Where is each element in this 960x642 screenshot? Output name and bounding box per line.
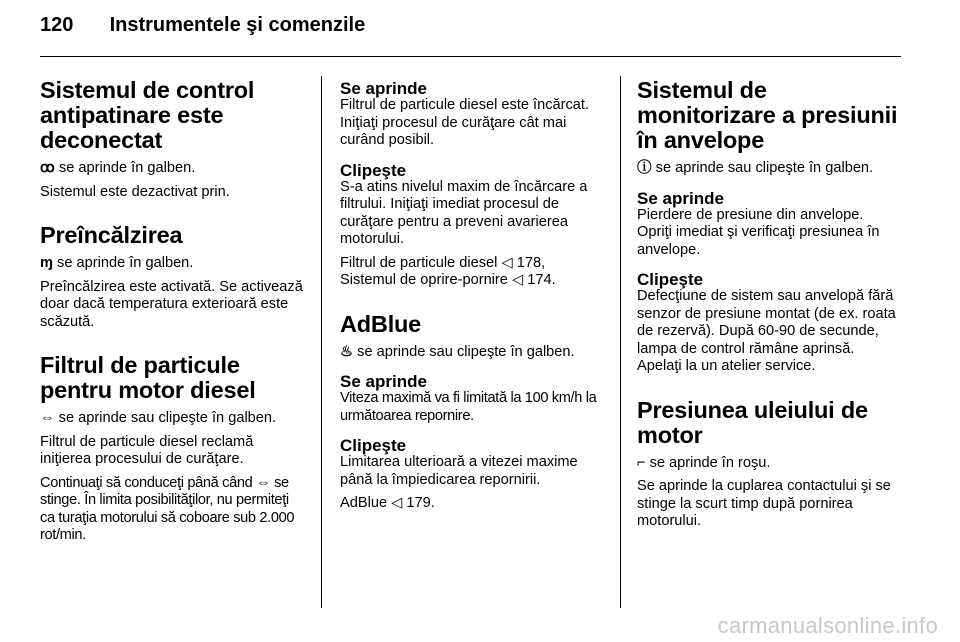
column-divider-1 — [321, 76, 322, 608]
subheading-lights: Se aprinde — [637, 188, 724, 208]
traction-control-status — [40, 160, 306, 178]
traction-off-icon: ꝏ — [40, 160, 55, 176]
text: se aprinde sau clipeşte în galben. — [357, 343, 575, 360]
page-ref: 178, — [516, 254, 546, 271]
diesel-filter-text: Filtrul de particule diesel reclamă iniţierea procesului de curăţare. — [40, 433, 254, 467]
subheading-lights: Se aprinde — [340, 372, 427, 391]
text: se aprinde sau clipeşte în galben. — [58, 410, 277, 426]
preheating-text: Preîncălzirea este activată. Se activează doar dacă temperatura exterioară este scăzută. — [40, 278, 303, 330]
header-rule — [40, 56, 901, 57]
text: se aprinde în galben. — [57, 255, 194, 271]
section-title-preheating: Preîncălzirea — [40, 222, 183, 248]
arrow-icon: ◁ — [501, 254, 513, 271]
traction-control-text: Sistemul este dezactivat prin. — [40, 183, 230, 200]
subheading-flashes: Clipeşte — [340, 160, 407, 180]
text: se aprinde sau clipeşte în galben. — [655, 160, 874, 176]
text: Continuaţi să conduceţi până când — [40, 474, 253, 491]
section-title-diesel-filter: Filtrul de particule pentru motor diesel — [40, 352, 256, 403]
chapter-title: Instrumentele şi comenzile — [109, 14, 366, 36]
tire-pressure-status — [637, 160, 902, 178]
column-divider-2 — [620, 76, 621, 608]
section-title-adblue: AdBlue — [340, 310, 422, 337]
subheading-lights: Se aprinde — [340, 79, 427, 98]
paragraph: S-a atins nivelul maxim de încărcare a filtrului. Iniţiaţi imediat procesul de curăţare pentru a preveni avarierea motorului. — [340, 178, 588, 247]
particle-filter-icon: ⇔ — [256, 474, 271, 491]
paragraph: Pierdere de presiune din anvelope. Opriţi imediat şi verificaţi presiunea în anvelope. — [637, 206, 880, 258]
text: se aprinde în roşu. — [649, 454, 771, 471]
paragraph: Defecţiune de sistem sau anvelopă fără senzor de presiune montat (de ex. roata de rezervă). După 60-90 de secunde, lampa de control rămâne aprinsă. Apelaţi la un atelier service. — [637, 288, 896, 374]
diesel-filter-continue — [40, 475, 306, 545]
subheading-flashes: Clipeşte — [340, 436, 407, 455]
oil-can-icon: ⌐ — [637, 454, 646, 471]
section-title-oil-pressure: Presiunea uleiului de motor — [637, 396, 868, 448]
text: Filtrul de particule diesel — [340, 254, 498, 271]
column-2 — [340, 66, 606, 519]
paragraph: Viteza maximă va fi limitată la 100 km/h la următoarea repornire. — [340, 390, 597, 424]
text: se aprinde în galben. — [58, 160, 196, 176]
text: Sistemul de oprire-pornire — [340, 272, 508, 288]
adblue-icon: ♨ — [340, 343, 354, 360]
diesel-filter-status — [40, 410, 306, 428]
arrow-icon: ◁ — [511, 272, 524, 288]
paragraph: Se aprinde la cuplarea contactului şi se stinge la scurt timp după pornirea motorului. — [637, 478, 891, 529]
page-ref: 174. — [527, 272, 556, 288]
adblue-status — [340, 344, 606, 362]
section-title-tire-pressure: Sistemul de monitorizare a presiunii în anvelope — [637, 77, 898, 153]
page-number: 120 — [40, 14, 74, 36]
column-1 — [40, 66, 306, 551]
text: se stinge. În limita posibilităţilor, nu permiteţi ca turaţia motorului să coboare sub 2.000 rot/min. — [40, 474, 295, 543]
glow-plug-icon: ɱ — [40, 255, 53, 271]
subheading-flashes: Clipeşte — [637, 270, 704, 289]
column-3 — [637, 66, 902, 537]
watermark: carmanualsonline.info — [717, 613, 938, 638]
particle-filter-icon: ⇔ — [40, 410, 55, 426]
section-title-traction-control: Sistemul de control antipatinare este deconectat — [40, 77, 255, 153]
arrow-icon: ◁ — [391, 495, 403, 511]
page-ref: 179. — [406, 495, 435, 511]
cross-reference — [340, 255, 606, 290]
paragraph: Limitarea ulterioară a vitezei maxime până la împiedicarea repornirii. — [340, 454, 578, 488]
cross-reference — [340, 495, 606, 513]
preheating-status — [40, 255, 306, 273]
oil-pressure-status — [637, 455, 902, 473]
page-header — [40, 14, 365, 37]
paragraph: Filtrul de particule diesel este încărcat. Iniţiaţi procesul de curăţare cât mai curând posibil. — [340, 97, 590, 148]
text: AdBlue — [340, 495, 388, 511]
tire-pressure-icon: ⓘ — [637, 160, 652, 176]
